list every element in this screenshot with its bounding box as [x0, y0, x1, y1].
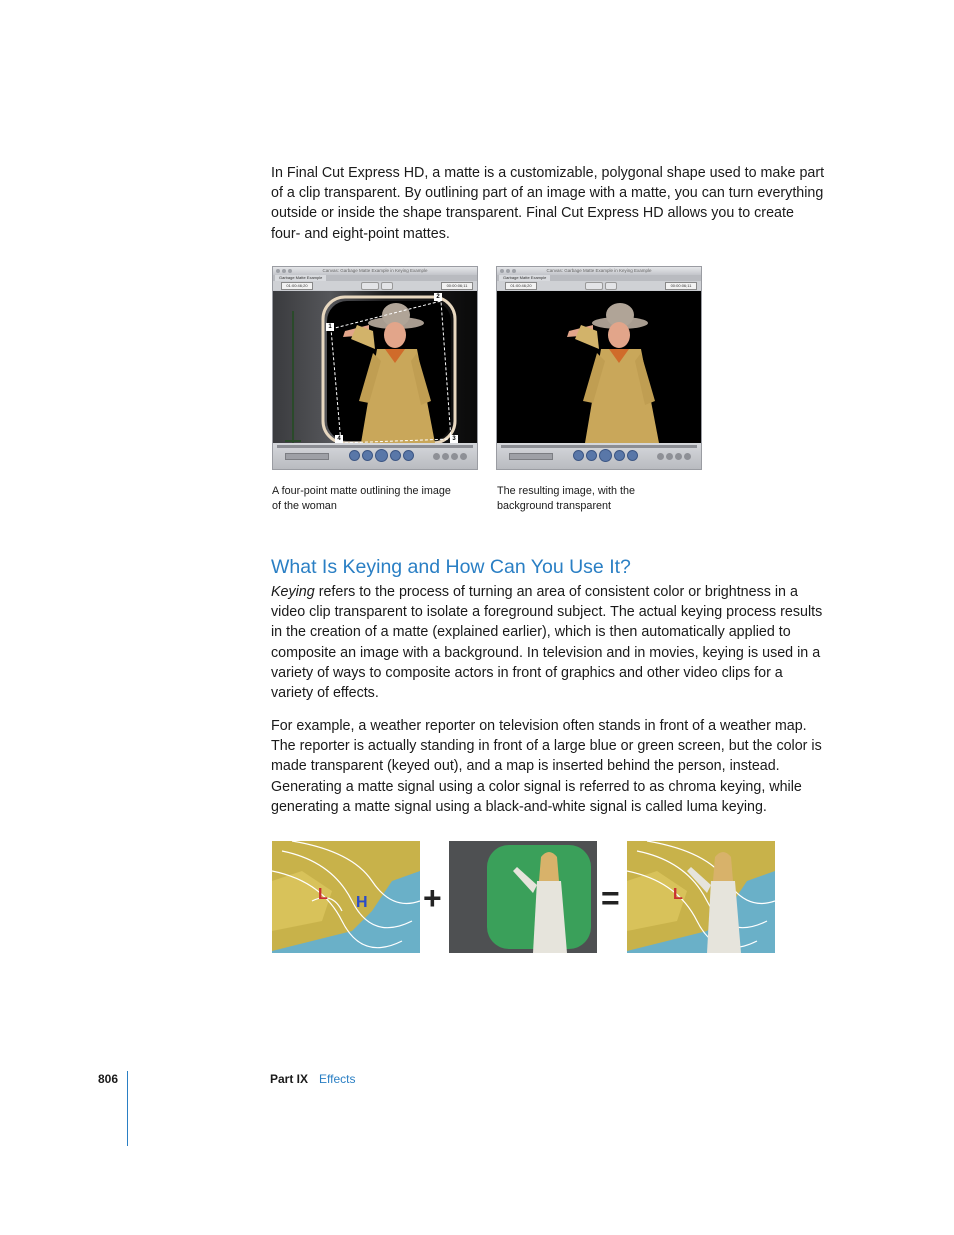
weather-map-image [272, 841, 420, 953]
window-title: Canvas: Garbage Matte Example in Keying Example [546, 268, 652, 273]
video-frame-result [497, 291, 701, 443]
keying-paragraph [271, 582, 827, 703]
playback-buttons [573, 450, 638, 462]
zoom-popup [585, 282, 603, 290]
minimize-icon [506, 269, 510, 273]
next-edit-icon [614, 450, 625, 461]
section-link[interactable]: Effects [319, 1072, 356, 1086]
transport-controls [273, 443, 477, 469]
minimize-icon [282, 269, 286, 273]
scrubber-bar [501, 445, 697, 448]
green-screen-image [449, 841, 597, 953]
window-title: Canvas: Garbage Matte Example in Keying Example [322, 268, 428, 273]
section-heading: What Is Keying and How Can You Use It? [271, 556, 631, 578]
matte-point-4: 4 [335, 435, 343, 443]
woman-keyed-illustration [497, 291, 701, 443]
matte-point-3: 3 [450, 435, 458, 443]
mark-out-icon [666, 453, 673, 460]
matte-point-1: 1 [326, 323, 334, 331]
plus-sign: + [423, 880, 442, 916]
weather-map-illustration [272, 841, 420, 953]
previous-edit-icon [362, 450, 373, 461]
weather-paragraph: For example, a weather reporter on television often stands in front of a weather map. The reporter is actually standing in front of a large blue or green screen, but the color is made transparent (keyed out), and a map is inserted behind the person, instead. Generating a matte signal using a color signal is referred to as chroma keying, while generating a matte signal using a black-and-white signal is called luma keying. [271, 718, 822, 815]
timecode-current: 00:00:06;11 [441, 282, 473, 290]
next-edit-icon [390, 450, 401, 461]
play-in-out-icon [573, 450, 584, 461]
svg-text:H: H [356, 894, 368, 911]
edit-buttons [433, 453, 467, 460]
part-label: Part IX [270, 1072, 309, 1086]
intro-paragraph: In Final Cut Express HD, a matte is a customizable, polygonal shape used to make part of a clip transparent. By outlining part of an image with a matte, you can turn everything outside or inside the shape transparent. Final Cut Express HD allows you to create four- and eight-point mattes. [271, 165, 825, 242]
jog-control [509, 453, 553, 460]
canvas-tab: Garbage Matte Example [275, 275, 326, 281]
equals-sign: = [601, 880, 620, 916]
zoom-icon [288, 269, 292, 273]
keyframe-icon [460, 453, 467, 460]
zoom-icon [512, 269, 516, 273]
keyframe-icon [684, 453, 691, 460]
composited-result-image [627, 841, 775, 953]
scrubber-bar [277, 445, 473, 448]
footer-rule [127, 1071, 128, 1146]
window-controls [500, 269, 516, 273]
mark-out-icon [442, 453, 449, 460]
figure-caption-right: The resulting image, with the background transparent [497, 485, 636, 512]
play-around-icon [403, 450, 414, 461]
marker-icon [675, 453, 682, 460]
timecode-current: 00:00:06;11 [665, 282, 697, 290]
view-popup [605, 282, 617, 290]
canvas-tab: Garbage Matte Example [499, 275, 550, 281]
composited-result-illustration [627, 841, 775, 953]
play-around-icon [627, 450, 638, 461]
svg-text:L: L [318, 886, 328, 903]
video-frame-matte [273, 291, 477, 443]
play-icon [375, 449, 388, 462]
zoom-popup [361, 282, 379, 290]
close-icon [500, 269, 504, 273]
keyword-keying: Keying [271, 584, 315, 600]
play-icon [599, 449, 612, 462]
woman-with-matte-illustration [273, 291, 477, 443]
figure-caption-left: A four-point matte outlining the image of the woman [272, 485, 451, 512]
canvas-window-matte [272, 266, 478, 470]
page-number: 806 [98, 1072, 119, 1086]
transport-controls [497, 443, 701, 469]
timecode-duration: 01:00:46;20 [281, 282, 313, 290]
matte-point-2: 2 [434, 293, 442, 301]
mark-in-icon [433, 453, 440, 460]
playback-buttons [349, 450, 414, 462]
jog-control [285, 453, 329, 460]
close-icon [276, 269, 280, 273]
window-titlebar [273, 267, 477, 275]
timecode-duration: 01:00:46;20 [505, 282, 537, 290]
window-titlebar [497, 267, 701, 275]
edit-buttons [657, 453, 691, 460]
green-screen-illustration [449, 841, 597, 953]
window-controls [276, 269, 292, 273]
svg-text:L: L [673, 886, 683, 903]
canvas-window-result [496, 266, 702, 470]
previous-edit-icon [586, 450, 597, 461]
keying-paragraph-text: refers to the process of turning an area of consistent color or brightness in a video clip transparent to isolate a foreground subject. The actual keying process results in the creation of a matte (explained earlier), which is then automatically applied to composite an image with a background. In television and in movies, keying is used in a variety of ways to composite actors in front of graphics and other video clips for a variety of effects. [271, 584, 823, 702]
view-popup [381, 282, 393, 290]
marker-icon [451, 453, 458, 460]
mark-in-icon [657, 453, 664, 460]
play-in-out-icon [349, 450, 360, 461]
